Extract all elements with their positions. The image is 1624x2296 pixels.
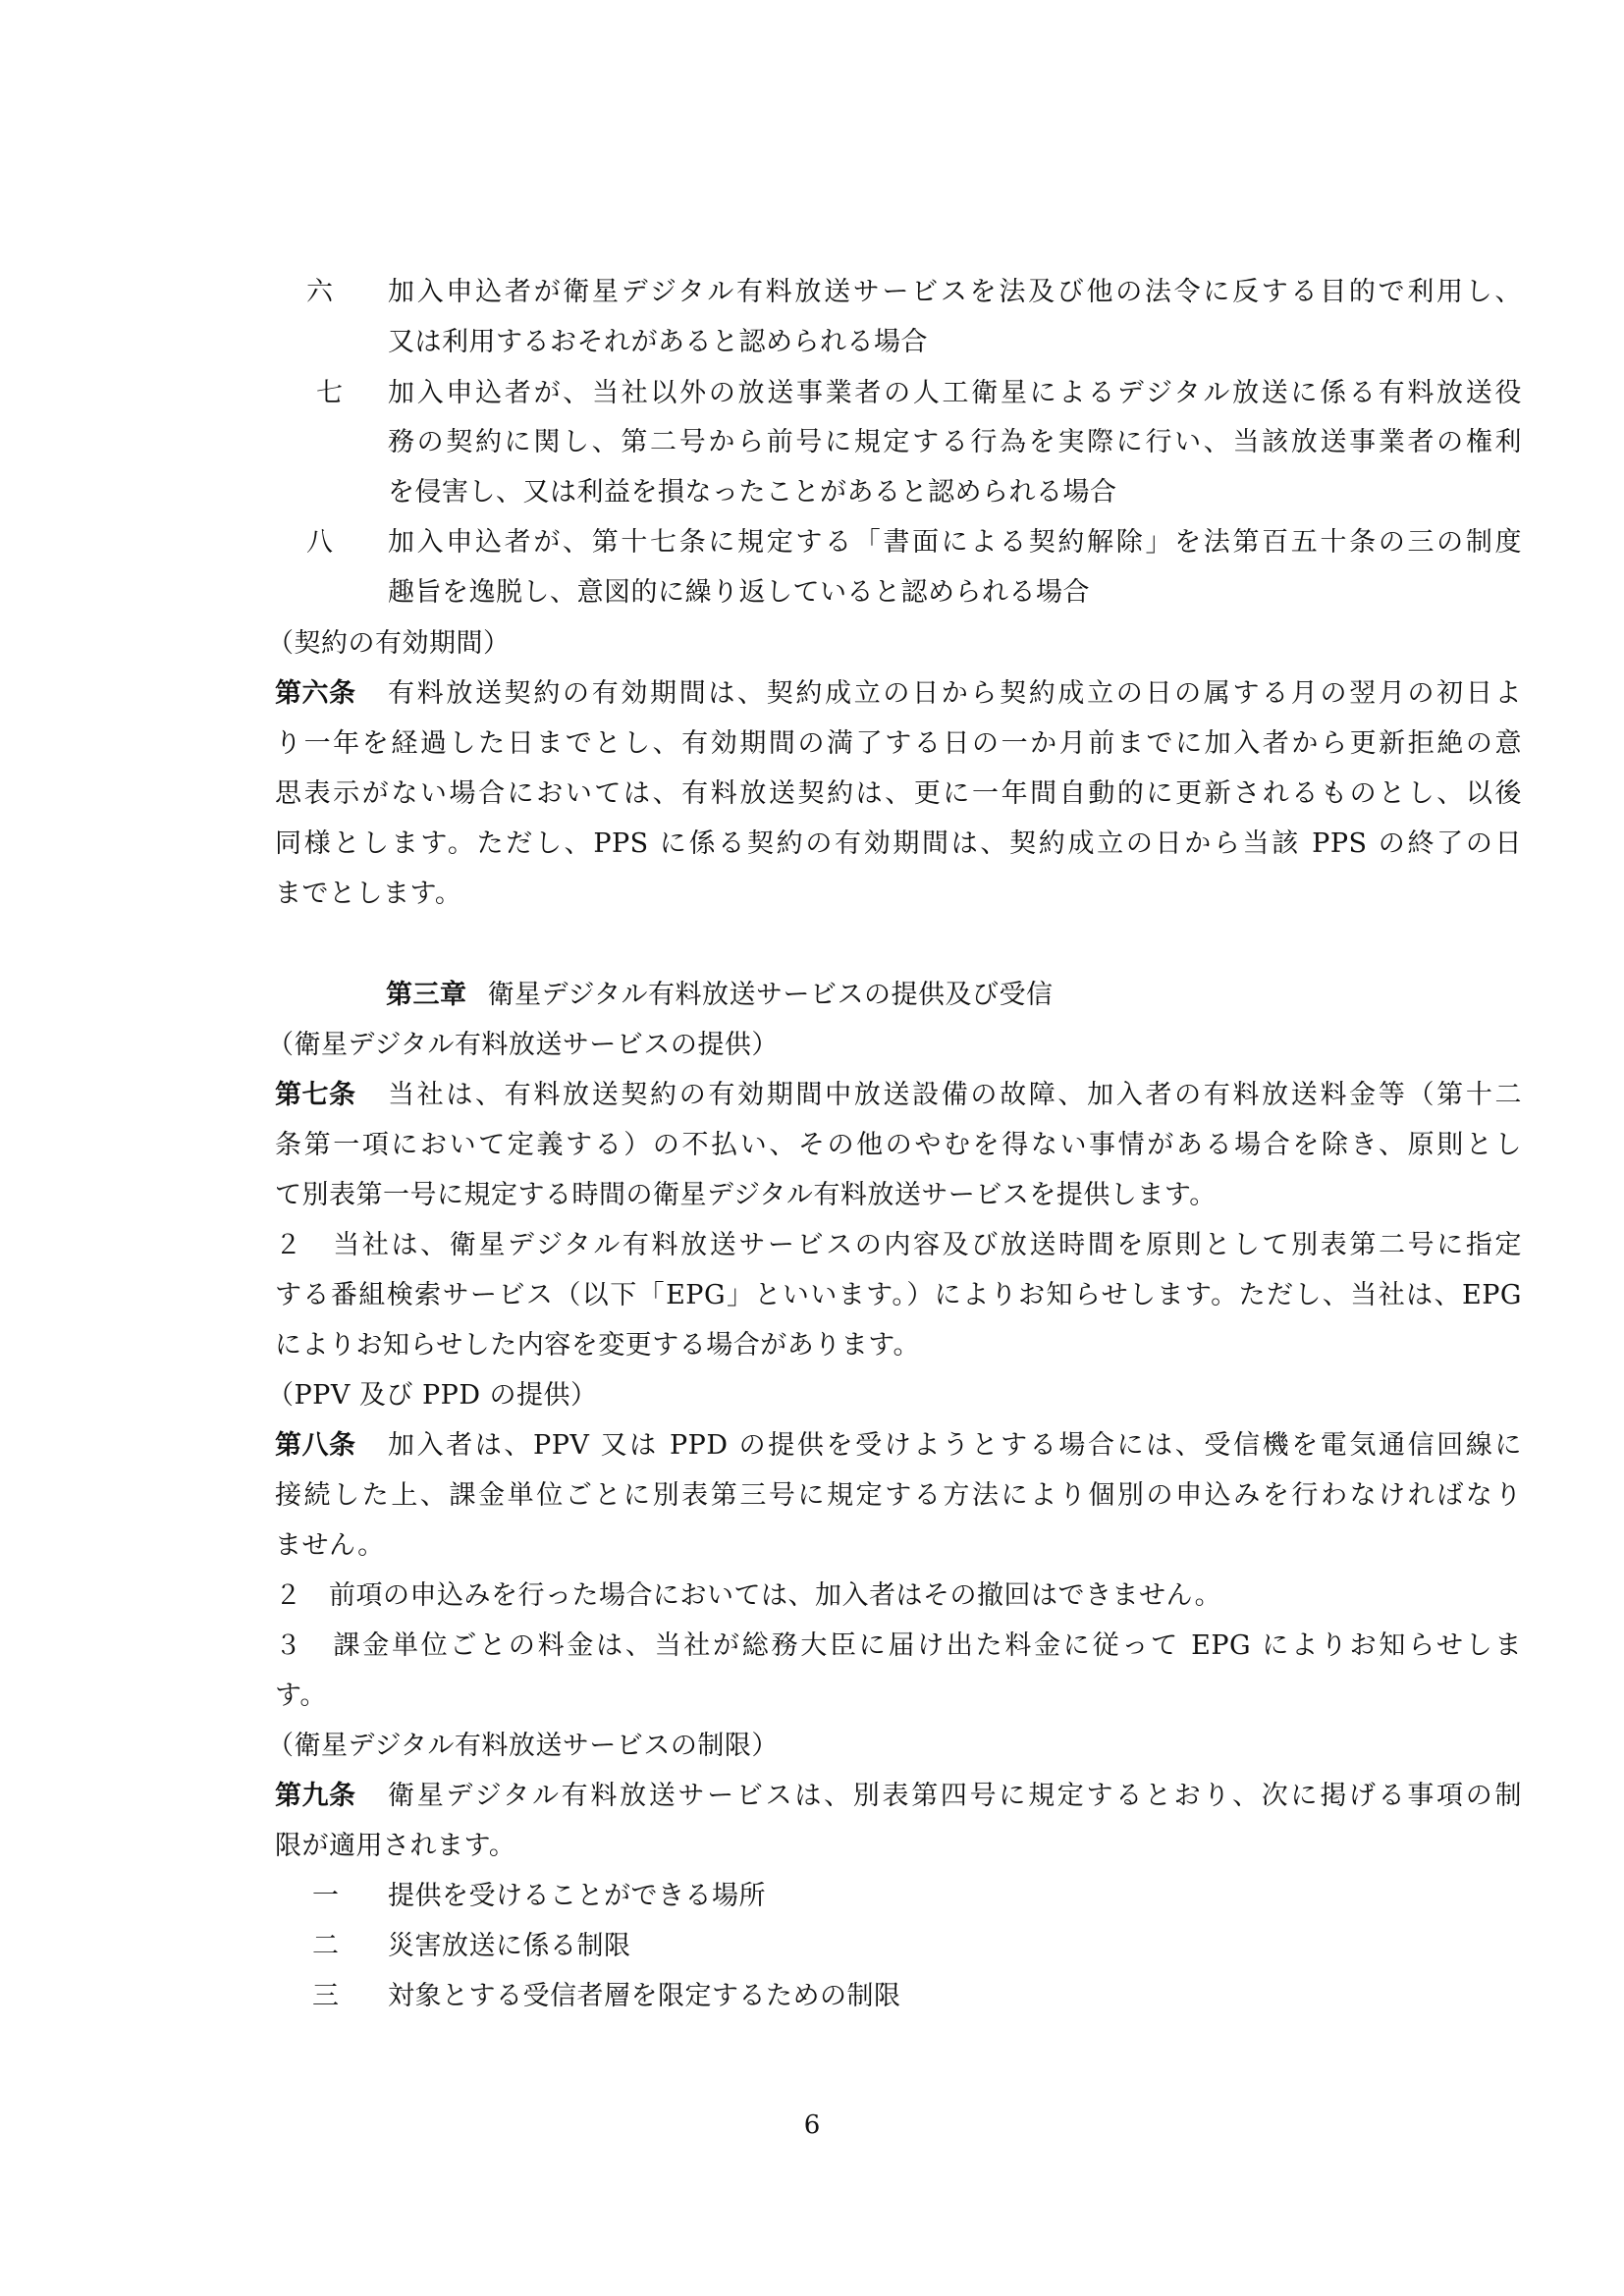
article-text-line: ません。 (275, 1530, 385, 1561)
article-text-line: 限が適用されます。 (275, 1831, 516, 1861)
item-text-line: 提供を受けることができる場所 (388, 1881, 766, 1911)
article-text-line: り一年を経過した日までとし、有効期間の満了する日の一か月前までに加入者から更新拒絶の意 (275, 728, 1522, 759)
item-text-line: 加入申込者が衛星デジタル有料放送サービスを法及び他の法令に反する目的で利用し、 (388, 277, 1522, 307)
article-label: 第七条 (275, 1080, 356, 1110)
item-text-line: 務の契約に関し、第二号から前号に規定する行為を実際に行い、当該放送事業者の権利 (388, 427, 1522, 457)
article-text-line: までとします。 (275, 879, 462, 909)
article-text-line: 衛星デジタル有料放送サービスは、別表第四号に規定するとおり、次に掲げる事項の制 (388, 1781, 1522, 1811)
article-paragraph-line: によりお知らせした内容を変更する場合があります。 (275, 1330, 921, 1361)
article-caption: （衛星デジタル有料放送サービスの提供） (267, 1030, 779, 1060)
article-paragraph-line: す。 (275, 1681, 327, 1711)
chapter-label: 第三章 (386, 980, 467, 1010)
chapter-heading (386, 979, 1053, 1012)
item-number: 一 (312, 1881, 339, 1911)
article-text-line: て別表第一号に規定する時間の衛星デジタル有料放送サービスを提供します。 (275, 1180, 1217, 1210)
article-text-line: 接続した上、課金単位ごとに別表第三号に規定する方法により個別の申込みを行わなければなり (275, 1480, 1522, 1511)
article-text-line: 条第一項において定義する）の不払い、その他のやむを得ない事情がある場合を除き、原則とし (275, 1130, 1522, 1160)
item-text-line: 対象とする受信者層を限定するための制限 (388, 1981, 901, 2011)
article-text-line: 当社は、有料放送契約の有効期間中放送設備の故障、加入者の有料放送料金等（第十二 (388, 1080, 1522, 1110)
article-label: 第八条 (275, 1430, 356, 1461)
article-text-line: 有料放送契約の有効期間は、契約成立の日から契約成立の日の属する月の翌月の初日よ (388, 678, 1522, 709)
article-text-line: 同様とします。ただし、PPS に係る契約の有効期間は、契約成立の日から当該 PPS の終了の日 (275, 828, 1522, 859)
item-text-line: 又は利用するおそれがあると認められる場合 (388, 327, 928, 357)
article-label: 第六条 (275, 678, 356, 709)
article-caption: （契約の有効期間） (267, 628, 511, 659)
article-paragraph-line: する番組検索サービス（以下「EPG」といいます。）によりお知らせします。ただし、当社は、EPG (275, 1280, 1522, 1310)
item-text-line: 加入申込者が、当社以外の放送事業者の人工衛星によるデジタル放送に係る有料放送役 (388, 378, 1522, 408)
page-number: 6 (803, 2110, 821, 2140)
item-number: 七 (316, 378, 343, 408)
item-text-line: 加入申込者が、第十七条に規定する「書面による契約解除」を法第百五十条の三の制度 (388, 527, 1522, 558)
article-paragraph-line: ３ 課金単位ごとの料金は、当社が総務大臣に届け出た料金に従って EPG によりお知らせしま (275, 1630, 1522, 1661)
article-paragraph-line: ２ 前項の申込みを行った場合においては、加入者はその撤回はできません。 (275, 1580, 1222, 1611)
article-label: 第九条 (275, 1781, 356, 1811)
article-caption: （衛星デジタル有料放送サービスの制限） (267, 1731, 779, 1761)
item-text-line: 趣旨を逸脱し、意図的に繰り返していると認められる場合 (388, 577, 1090, 608)
article-caption: （PPV 及び PPD の提供） (267, 1380, 598, 1411)
item-number: 三 (312, 1981, 339, 2011)
item-text-line: 災害放送に係る制限 (388, 1931, 631, 1961)
article-paragraph-line: ２ 当社は、衛星デジタル有料放送サービスの内容及び放送時間を原則として別表第二号に指定 (275, 1230, 1522, 1260)
chapter-title: 衛星デジタル有料放送サービスの提供及び受信 (487, 980, 1054, 1010)
item-number: 八 (306, 527, 333, 558)
article-text-line: 思表示がない場合においては、有料放送契約は、更に一年間自動的に更新されるものとし、以後 (275, 778, 1522, 809)
item-text-line: を侵害し、又は利益を損なったことがあると認められる場合 (388, 477, 1117, 507)
article-text-line: 加入者は、PPV 又は PPD の提供を受けようとする場合には、受信機を電気通信回線に (388, 1430, 1522, 1461)
item-number: 六 (306, 277, 333, 307)
item-number: 二 (312, 1931, 339, 1961)
